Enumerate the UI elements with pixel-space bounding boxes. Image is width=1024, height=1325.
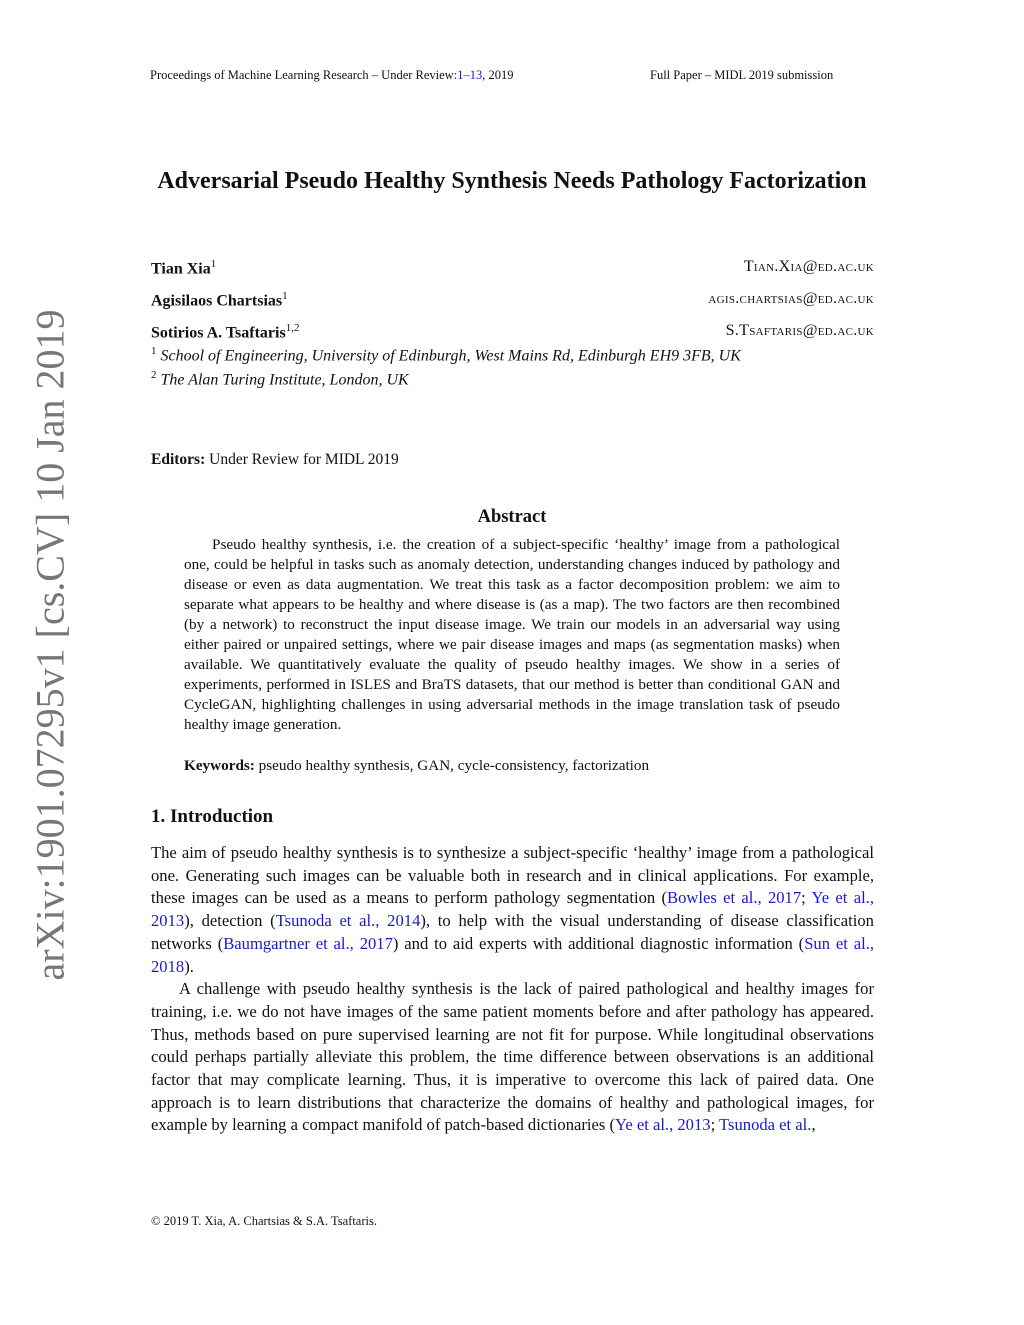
editors-line: Editors: Under Review for MIDL 2019 bbox=[151, 451, 399, 468]
affiliation: $^2$ The Alan Turing Institute, London, UK bbox=[151, 369, 409, 389]
citation-link[interactable]: Baumgartner et al., 2017 bbox=[223, 933, 393, 953]
affiliation: $^1$ School of Engineering, University of Edinburgh, West Mains Rd, Edinburgh EH9 3FB, UK bbox=[151, 345, 741, 365]
keywords: Keywords: pseudo healthy synthesis, GAN, cycle-consistency, factorization bbox=[184, 757, 650, 774]
author-name: Sotirios A. Tsaftaris$^{1,2}$ bbox=[151, 322, 300, 342]
author-name: Agisilaos Chartsias$^1$ bbox=[151, 290, 288, 310]
section-body bbox=[151, 842, 874, 1137]
citation-link[interactable]: Tsunoda et al. bbox=[719, 1115, 812, 1135]
abstract-text: Pseudo healthy synthesis, i.e. the creation of a subject-specific ‘healthy’ image from a pathological one, could be helpful in tasks such as anomaly detection, understanding changes induced by pathology and disease or even as data augmentation. We treat this task as a factor decomposition problem: we aim to separate what appears to be healthy and where disease is (as a map). The two factors are then recombined (by a network) to reconstruct the input disease image. We train our models in an adversarial way using either paired or unpaired settings, where we pair disease images and maps (as segmentation masks) when available. We quantitatively evaluate the quality of pseudo healthy images. We show in a series of experiments, performed in ISLES and BraTS datasets, that our method is better than conditional GAN and CycleGAN, highlighting challenges in using adversarial methods in the image translation task of pseudo healthy image generation. bbox=[184, 536, 840, 733]
citation-link[interactable]: Ye et al., 2013 bbox=[615, 1115, 711, 1135]
citation-link[interactable]: Ye et al., 2013 bbox=[151, 888, 874, 931]
paragraph: The aim of pseudo healthy synthesis is to synthesize a subject-specific ‘healthy’ image from a pathological one. Generating such images can be valuable both in research and in clinical applications. For example, these images can be used as a means to perform pathology segmentation (Bowles et al., 2017; Ye et al., 2013), detection (Tsunoda et al., 2014), to help with the visual understanding of disease classification networks (Baumgartner et al., 2017) and to aid experts with additional diagnostic information (Sun et al., 2018). bbox=[151, 843, 874, 976]
citation-link[interactable]: Bowles et al., 2017 bbox=[667, 888, 802, 908]
page-range-link[interactable]: 1–13 bbox=[457, 68, 483, 82]
abstract-body bbox=[184, 535, 840, 735]
arxiv-stamp: arXiv:1901.07295v1 [cs.CV] 10 Jan 2019 bbox=[27, 309, 73, 981]
abstract-heading: Abstract bbox=[477, 507, 547, 527]
running-header-right: Full Paper – MIDL 2019 submission bbox=[650, 68, 834, 82]
author-email[interactable]: agis.chartsias@ed.ac.uk bbox=[708, 290, 874, 307]
citation-link[interactable]: Sun et al., 2018 bbox=[151, 933, 874, 976]
paper-title: Adversarial Pseudo Healthy Synthesis Needs Pathology Factorization bbox=[157, 168, 867, 194]
author-email[interactable]: S.Tsaftaris@ed.ac.uk bbox=[725, 322, 874, 339]
author-email[interactable]: Tian.Xia@ed.ac.uk bbox=[743, 258, 874, 275]
running-header-left: Proceedings of Machine Learning Research – Under Review:1–13, 2019 bbox=[150, 68, 514, 82]
section-heading: 1. Introduction bbox=[151, 806, 274, 827]
author-name: Tian Xia$^1$ bbox=[151, 258, 217, 278]
copyright-footer: © 2019 T. Xia, A. Chartsias & S.A. Tsaftaris. bbox=[151, 1214, 377, 1228]
citation-link[interactable]: Tsunoda et al., 2014 bbox=[275, 911, 421, 931]
paragraph: A challenge with pseudo healthy synthesis is the lack of paired pathological and healthy images for training, i.e. we do not have images of the same patient moments before and after pathology has appeared. Thus, methods based on pure supervised learning are not fit for purpose. While longitudinal observations could perhaps partially alleviate this problem, the time difference between observations is an additional factor that may complicate learning. Thus, it is imperative to overcome this lack of paired data. One approach is to learn distributions that characterize the domains of healthy and pathological images, for example by learning a compact manifold of patch-based dictionaries (Ye et al., 2013; Tsunoda et al., bbox=[151, 979, 874, 1135]
